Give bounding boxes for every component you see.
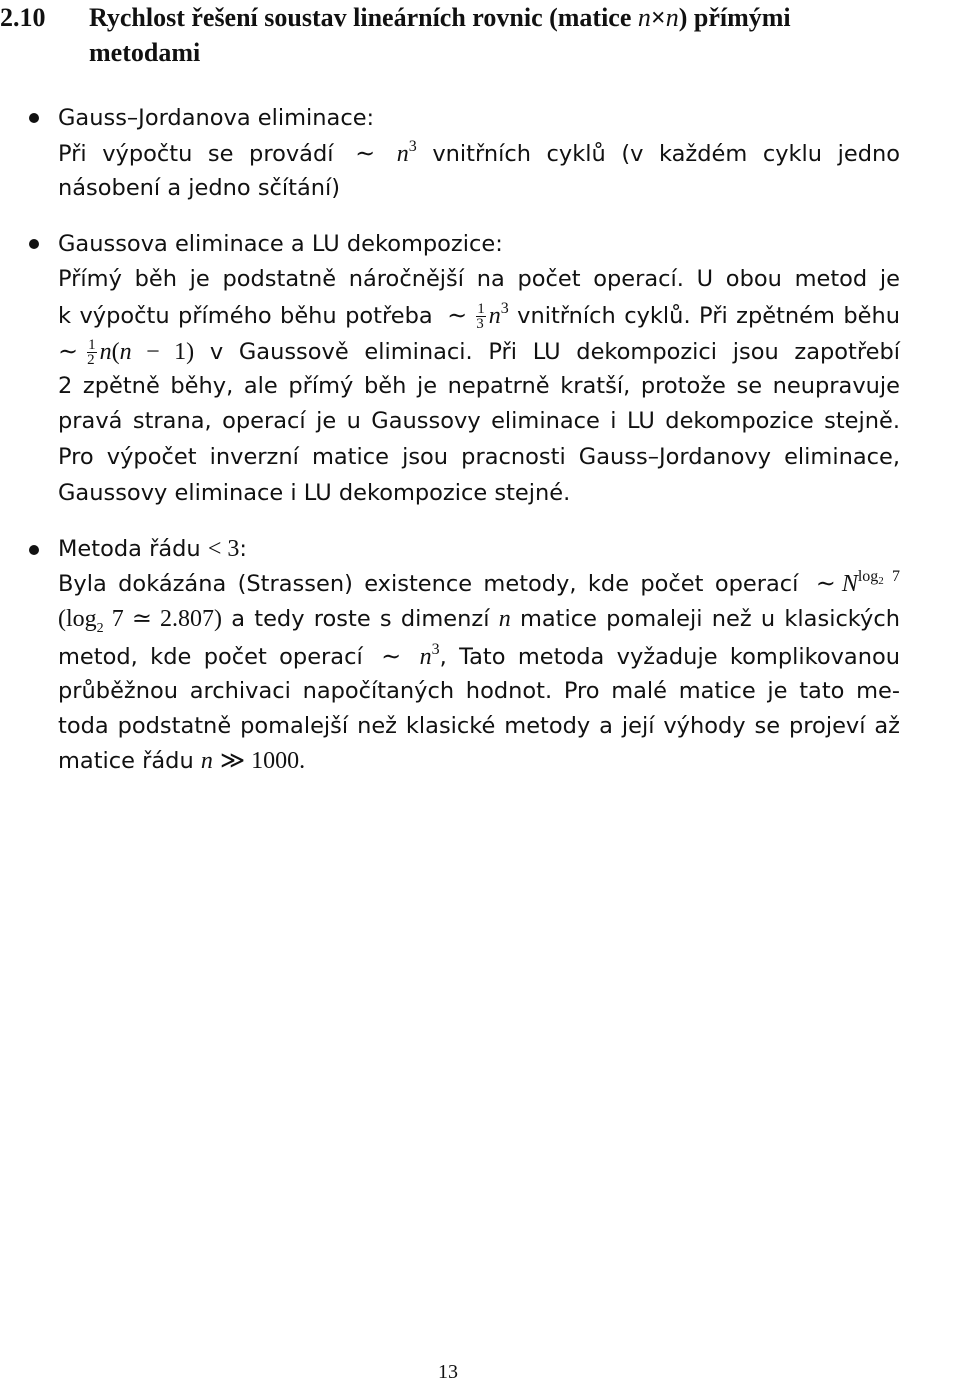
item-3-line-1: Metoda řádu < 3:	[58, 536, 247, 562]
section-title-line-2: metodami	[89, 38, 201, 67]
section-title-line-1: Rychlost řešení soustav lineárních rovnic (matice n×n) přímými	[89, 3, 791, 32]
item-3-line-4: metod, kde počet operací ∼ $n^3$, Tato metoda vyžaduje komplikovanou	[58, 641, 900, 670]
bullet-icon	[29, 545, 39, 555]
item-3-line-6: toda podstatně pomalejší než klasické metody a její výhody se projeví až	[58, 713, 900, 739]
item-2-line-5: 2 zpětně běhy, ale přímý běh je nepatrně kratší, protože se neupravuje	[58, 373, 900, 399]
item-2-line-2: Přímý běh je podstatně náročnější na počet operací. U obou metod je	[58, 266, 900, 292]
bullet-icon	[29, 113, 39, 123]
item-2-line-3: k výpočtu přímého běhu potřeba ∼ $\frac{1}{3}$ $n^3$ vnitřních cyklů. Při zpětném běhu	[58, 300, 900, 332]
item-2-line-7: Pro výpočet inverzní matice jsou pracnosti Gauss–Jordanovy eliminace,	[58, 444, 900, 470]
section-number: 2.10	[0, 3, 46, 32]
item-2-line-8: Gaussovy eliminace i LU dekompozice stejné.	[58, 480, 571, 506]
item-1-line-1: Gauss–Jordanova eliminace:	[58, 105, 375, 131]
bullet-icon	[29, 239, 39, 249]
item-2-line-6: pravá strana, operací je u Gaussovy eliminace i LU dekompozice stejně.	[58, 408, 900, 434]
item-3-line-7: matice řádu n ≫ 1000.	[58, 748, 306, 774]
item-1-line-3: násobení a jedno sčítání)	[58, 175, 341, 201]
item-3-line-5: průběžnou archivaci napočítaných hodnot. Pro malé matice je tato me-	[58, 678, 900, 704]
item-2-line-1: Gaussova eliminace a LU dekompozice:	[58, 231, 503, 257]
section-heading	[0, 0, 950, 70]
item-2-line-4: ∼ $\frac{1}{2}$ n(n − 1) v Gaussově eliminaci. Při LU dekompozici jsou zapotřebí	[58, 337, 900, 368]
item-1-line-2: Při výpočtu se provádí ∼ $n^3$ vnitřních cyklů (v každém cyklu jedno	[58, 138, 901, 167]
item-3-line-2: Byla dokázána (Strassen) existence metody, kde počet operací ∼ $N^{log_2 7}$	[58, 568, 900, 597]
item-3-line-3: ($\log_2$ 7 ≃ 2.807) a tedy roste s dimenzí n matice pomaleji než u klasických	[58, 606, 900, 636]
page-number: 13	[438, 1361, 458, 1383]
